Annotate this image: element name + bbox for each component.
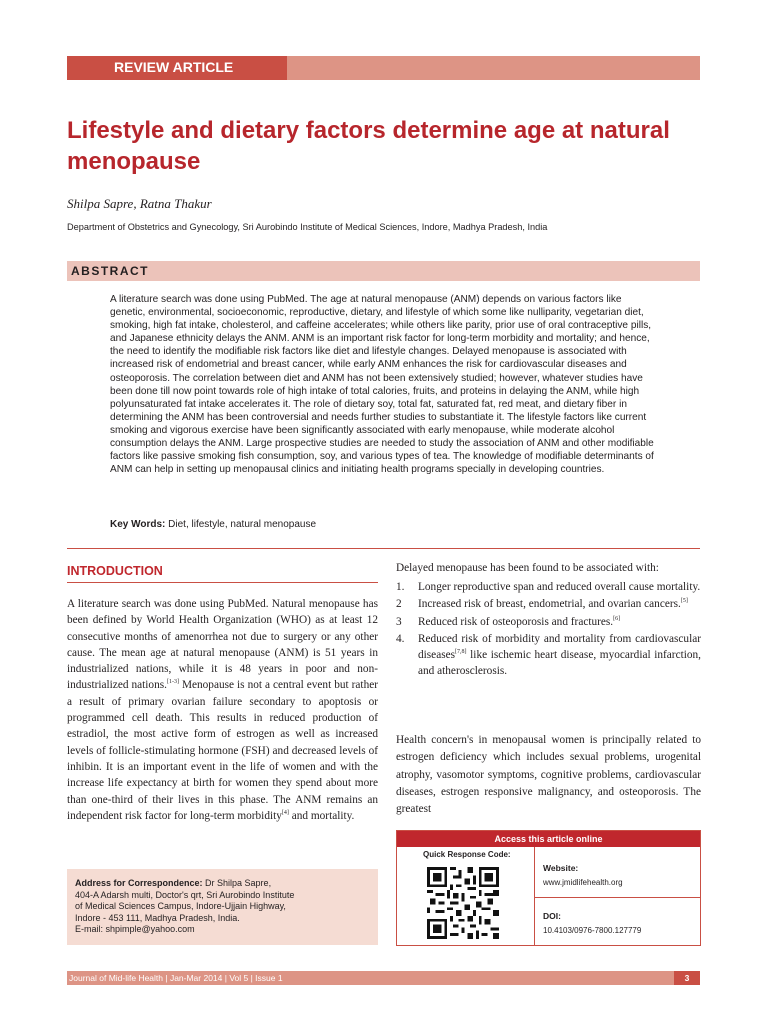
list-number: 1. [396,581,405,593]
introduction-paragraph [67,596,378,824]
list-item [396,614,701,630]
list-text: like ischemic heart disease, myocardial infarction, and atherosclerosis. [418,649,701,678]
article-title: Lifestyle and dietary factors determine age at natural menopause [67,117,670,175]
introduction-underline [67,582,378,583]
intro-text-part: A literature search was done using PubMed. Natural menopause has been defined by World Health Organization (WHO) as at least 12 consecutive months of amenorrhea not due to surgery or any other cause. The mean age at natural menopause (ANM) is 51 years in industrialized nations, while it is 48 years in poor and non-industrialized nations. [67,598,378,692]
journal-info: Journal of Mid-life Health | Jan-Mar 2014 | Vol 5 | Issue 1 [69,973,283,983]
list-number: 2 [396,598,402,611]
website-link[interactable]: www.jmidlifehealth.org [543,878,623,887]
article-authors: Shilpa Sapre, Ratna Thakur [67,196,212,211]
citation: [4] [281,810,289,817]
health-concern-paragraph: Health concern's in menopausal women is principally related to estrogen deficiency which includes sexual problems, urogenital atrophy, vasomotor symptoms, cognitive problems, cardiovascular diseases, estrogen responsive malignancy, and osteoporosis. The greatest [396,734,701,816]
citation: [5] [680,598,688,605]
intro-text-part: Menopause is not a central event but rather a result of primary ovarian failure secondary to apoptosis or programmed cell death. This results in reduced production of estradiol, the most active form of estrogen as well as increased levels of follicle-stimulating hormone (FSH) and decreased levels of inhibin. It is an important event in the life of women and with the increase life expectancy at birth for women they spend about more than one-third of their lives in this phase. The ANM remains an independent risk factor for long-term morbidity [67,679,378,822]
correspondence-line: Indore - 453 111, Madhya Pradesh, India. [75,912,240,923]
citation: [1-3] [166,679,179,686]
correspondence-line: 404-A Adarsh multi, Doctor's qrt, Sri Aurobindo Institute [75,889,295,900]
section-divider [67,548,700,549]
citation: [6] [613,615,621,622]
correspondence-label: Address for Correspondence: [75,878,203,888]
correspondence-box [67,869,378,945]
access-heading: Access this article online [397,831,700,847]
list-text: Longer reproductive span and reduced overall cause mortality. [418,581,701,593]
doi-label: DOI: [543,911,561,921]
section-label: REVIEW ARTICLE [67,56,287,80]
doi-link[interactable]: 10.4103/0976-7800.127779 [543,926,642,935]
page-number: 3 [674,971,700,985]
box-divider [534,847,535,945]
box-divider [534,897,700,898]
delayed-intro: Delayed menopause has been found to be associated with: [396,562,659,574]
keywords-label: Key Words: [110,519,166,530]
list-item [396,596,701,612]
citation: [7,8] [455,649,467,656]
correspondence-text [75,878,294,936]
introduction-heading: INTRODUCTION [67,564,163,578]
correspondence-name: Dr Shilpa Sapre, [202,878,272,888]
intro-text-part: and mortality. [288,809,355,822]
list-text: Reduced risk of osteoporosis and fractures. [418,615,614,628]
qr-label: Quick Response Code: [423,850,511,859]
delayed-list [396,579,701,681]
access-online-box [396,830,701,946]
correspondence-line: of Medical Sciences Campus, Indore-Ujjain Highway, [75,901,286,912]
qr-code-icon[interactable] [427,867,499,939]
list-item [396,631,701,680]
article-affiliation: Department of Obstetrics and Gynecology, Sri Aurobindo Institute of Medical Sciences, Indore, Madhya Pradesh, India [67,222,548,232]
list-number: 3 [396,615,402,628]
keywords-value: Diet, lifestyle, natural menopause [168,519,317,530]
list-item [396,579,701,595]
list-text: Increased risk of breast, endometrial, and ovarian cancers. [418,598,681,611]
footer-band [67,971,700,985]
abstract-heading: ABSTRACT [71,264,149,278]
abstract-band [67,261,700,281]
list-text: Reduced risk of morbidity and mortality from cardiovascular diseases [418,632,701,662]
keywords [110,519,316,530]
section-band [67,56,700,80]
correspondence-email[interactable]: E-mail: shpimple@yahoo.com [75,924,195,935]
website-label: Website: [543,863,579,873]
abstract-text: A literature search was done using PubMed. The age at natural menopause (ANM) depends on various factors like genetic, environmental, socioeconomic, reproductive, dietary, and lifestyle of which some like nulliparity, vegetarian diet, smoking, high fat intake, cholesterol, and caffeine accelerates; while others like parity, prior use of oral contraceptive pills, and Japanese ethnicity delays the ANM. ANM is an important risk factor for long-term morbidity and mortality; and hence, the need to identify the modifiable risk factors like diet and lifestyle changes. Delayed menopause is associated with increased risk of endometrial and breast cancer, while early ANM enhances the risk for cardiovascular diseases and osteoporosis. The correlation between diet and ANM has not been extensively studied; however, whatever studies have been done till now point towards role of high intake of total calories, fruits, and proteins in delaying the ANM, while high polyunsaturated fat intake accelerates it. The role of dietary soy, total fat, saturated fat, red meat, and dietary fiber in determining the ANM has been controversial and needs further studies to substantiate it. The lifestyle factors like current smoking and vigorous exercise have been significantly associated with early menopause, while moderate alcohol consumption delays the ANM. Large prospective studies are needed to study the association of ANM and other modifiable factors like passive smoking fish consumption, soy, and various types of tea. The knowledge of modifiable determinants of ANM can help in setting up menopausal clinics and initiating health programs specially in developing countries. [110,294,654,476]
list-number: 4. [396,632,405,645]
